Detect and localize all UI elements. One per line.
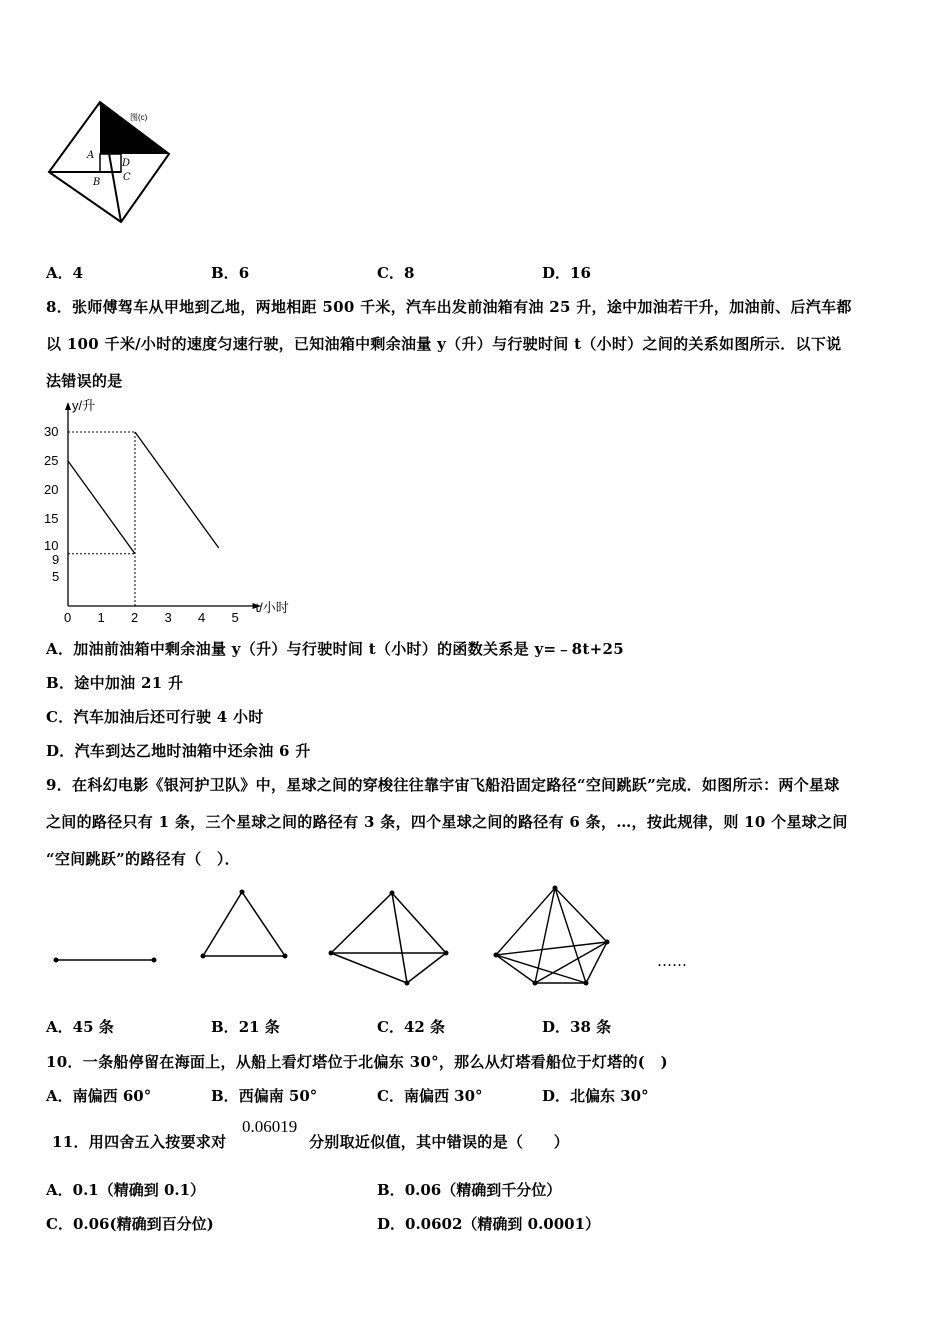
q11-option-b[interactable]: B．0.06（精确到千分位） [377,1181,562,1199]
x-tick-label-4: 4 [198,610,206,625]
three-planets-graph [196,884,296,964]
q8-option-d[interactable]: D．汽车到达乙地时油箱中还余油 6 升 [46,742,311,760]
q9-option-d[interactable]: D．38 条 [542,1018,612,1036]
y-axis-arrow [65,402,71,410]
q9-stem-line-2: 之间的路径只有 1 条，三个星球之间的路径有 3 条，四个星球之间的路径有 6 条，…，按此规律，则 10 个星球之间 [46,813,848,831]
q7-geometry-figure [44,96,179,228]
q8-option-b[interactable]: B．途中加油 21 升 [46,674,184,692]
q10-option-d[interactable]: D．北偏东 30° [542,1087,649,1105]
q10-option-b[interactable]: B．西偏南 50° [211,1087,318,1105]
q9-option-a[interactable]: A．45 条 [46,1018,114,1036]
q7-option-b[interactable]: B．6 [211,264,250,282]
x-tick-label-5: 5 [231,610,239,625]
q8-stem-line-2: 以 100 千米/小时的速度匀速行驶，已知油箱中剩余油量 y（升）与行驶时间 t（小时）之间的关系如图所示．以下说 [46,335,842,353]
q8-option-c[interactable]: C．汽车加油后还可行驶 4 小时 [46,708,264,726]
y-axis-label: y/升 [72,398,96,413]
point-a: A [87,150,95,161]
five-planets-graph [488,882,618,990]
y-tick-label-25: 25 [44,453,59,468]
q10-option-a[interactable]: A．南偏西 60° [46,1087,152,1105]
two-planets-graph [50,950,160,970]
q11-number: 0.06019 [242,1117,298,1136]
x-tick-label-1: 1 [97,610,105,625]
q8-fuel-chart [36,396,306,631]
q8-stem-line-3: 法错误的是 [46,372,123,390]
q9-option-c[interactable]: C．42 条 [377,1018,446,1036]
q10-stem: 10．一条船停留在海面上，从船上看灯塔位于北偏东 30°，那么从灯塔看船位于灯塔的( ) [46,1053,668,1071]
y-tick-label-5: 5 [52,569,60,584]
x-tick-label-3: 3 [164,610,172,625]
q10-option-c[interactable]: C．南偏西 30° [377,1087,483,1105]
x-tick-label-2: 2 [131,610,139,625]
series-line-1 [135,432,219,548]
x-axis-label: t/小时 [255,600,289,615]
q11-option-c[interactable]: C．0.06(精确到百分位) [46,1215,214,1233]
q7-option-d[interactable]: D．16 [542,264,591,282]
q9-option-b[interactable]: B．21 条 [211,1018,280,1036]
q8-stem-line-1: 8．张师傅驾车从甲地到乙地，两地相距 500 千米，汽车出发前油箱有油 25 升，途中加油若干升，加油前、后汽车都 [46,298,852,316]
figure-label: 图(c) [130,113,148,122]
point-c: C [123,172,131,183]
point-d: D [122,158,131,169]
q9-stem-line-1: 9．在科幻电影《银河护卫队》中，星球之间的穿梭往往靠宇宙飞船沿固定路径“空间跳跃”完成．如图所示：两个星球 [46,776,840,794]
q11-stem-suffix: 分别取近似值，其中错误的是（ ） [309,1133,570,1151]
q9-ellipsis: …… [657,952,687,970]
y-tick-label-9: 9 [52,551,60,567]
q11-option-d[interactable]: D．0.0602（精确到 0.0001） [377,1215,601,1233]
four-planets-graph [324,886,454,990]
q11-option-a[interactable]: A．0.1（精确到 0.1） [46,1181,206,1199]
q7-option-c[interactable]: C．8 [377,264,415,282]
y-tick-label-10: 10 [44,538,59,553]
q11-stem-prefix: 11．用四舍五入按要求对 [52,1133,227,1151]
y-tick-label-30: 30 [44,424,59,439]
y-tick-label-20: 20 [44,482,59,497]
q8-option-a[interactable]: A．加油前油箱中剩余油量 y（升）与行驶时间 t（小时）的函数关系是 y=﹣8t+25 [46,640,624,658]
x-tick-label-0: 0 [64,610,72,625]
series-line-0 [68,461,135,554]
q9-stem-line-3: “空间跳跃”的路径有（ ）． [46,850,240,868]
y-tick-label-15: 15 [44,511,59,526]
q7-option-a[interactable]: A．4 [46,264,84,282]
point-b: B [93,177,101,188]
